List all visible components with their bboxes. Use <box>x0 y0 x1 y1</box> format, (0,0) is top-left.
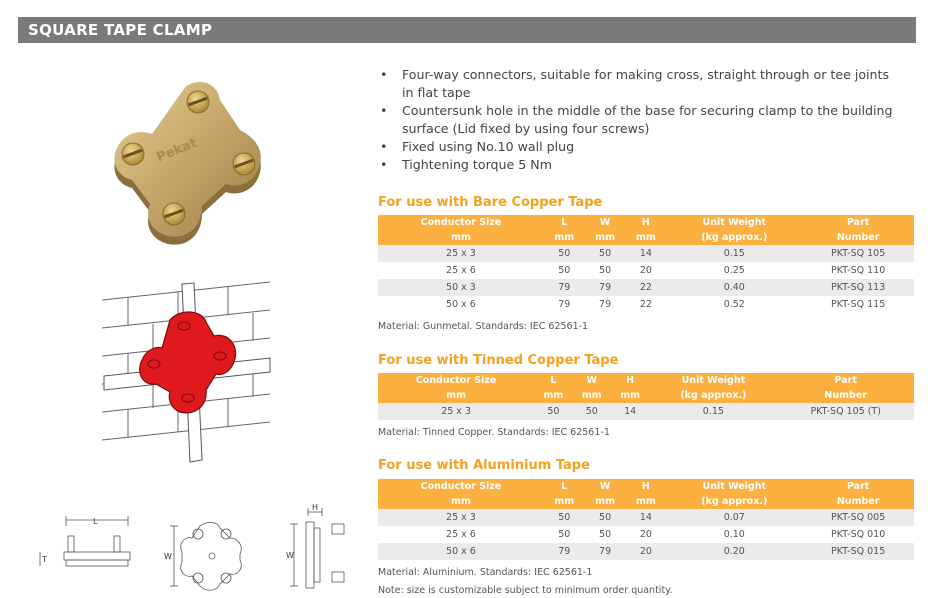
feature-bullet: • Four-way connectors, suitable for making cross, straight through or tee joints in flat tape <box>380 67 890 100</box>
cell-length: 50 <box>534 403 572 420</box>
feature-bullet: • Countersunk hole in the middle of the base for securing clamp to the building surface (Lid fixed by using four screws) <box>380 103 893 136</box>
table-row <box>378 279 914 296</box>
cell-part-number: PKT-SQ 113 <box>802 279 914 296</box>
bullet-icon: • <box>380 139 388 154</box>
cell-part-number: PKT-SQ 015 <box>802 543 914 560</box>
spec-table-bare-copper <box>378 215 914 313</box>
column-header: Part <box>802 215 914 230</box>
column-header: W <box>585 479 626 494</box>
cell-weight: 0.25 <box>666 262 802 279</box>
spec-table-aluminium <box>378 479 914 560</box>
cell-weight: 0.52 <box>666 296 802 313</box>
table-row <box>378 509 914 526</box>
cell-conductor-size: 50 x 6 <box>378 543 544 560</box>
cell-conductor-size: 25 x 6 <box>378 526 544 543</box>
bullet-icon: • <box>380 103 388 118</box>
column-unit: mm <box>625 494 666 509</box>
bullet-icon: • <box>380 157 388 172</box>
column-header: H <box>625 215 666 230</box>
dimension-label-h: H <box>312 503 319 512</box>
column-unit: Number <box>777 388 914 403</box>
table-row <box>378 526 914 543</box>
screw-icon <box>122 143 144 165</box>
column-unit: mm <box>378 388 534 403</box>
column-unit: mm <box>625 230 666 245</box>
cell-weight: 0.15 <box>649 403 777 420</box>
table-row <box>378 296 914 313</box>
cell-part-number: PKT-SQ 105 (T) <box>777 403 914 420</box>
dimension-drawing-side <box>36 512 136 582</box>
cell-length: 50 <box>544 526 585 543</box>
column-unit: Number <box>802 494 914 509</box>
cell-width: 79 <box>585 543 626 560</box>
screw-icon <box>187 91 209 113</box>
material-note-aluminium: Material: Aluminium. Standards: IEC 62561-1 <box>378 567 593 578</box>
column-unit: (kg approx.) <box>649 388 777 403</box>
cell-height: 20 <box>625 262 666 279</box>
footer-note: Note: size is customizable subject to minimum order quantity. <box>378 585 673 596</box>
cell-length: 79 <box>544 279 585 296</box>
cell-height: 14 <box>611 403 649 420</box>
cell-conductor-size: 25 x 3 <box>378 403 534 420</box>
cell-height: 22 <box>625 296 666 313</box>
cell-width: 79 <box>585 296 626 313</box>
header-bar <box>18 17 916 43</box>
dimension-drawing-top <box>160 512 260 592</box>
feature-list <box>378 66 898 174</box>
column-header: Part <box>777 373 914 388</box>
cell-part-number: PKT-SQ 105 <box>802 245 914 262</box>
feature-bullet: • Tightening torque 5 Nm <box>380 157 552 172</box>
cell-width: 79 <box>585 279 626 296</box>
column-unit: (kg approx.) <box>666 230 802 245</box>
table-row <box>378 262 914 279</box>
cell-width: 50 <box>573 403 611 420</box>
brand-engraving: Pekat <box>154 135 200 166</box>
column-header: Conductor Size <box>378 215 544 230</box>
section-title-aluminium: For use with Aluminium Tape <box>378 458 590 473</box>
column-header: Unit Weight <box>666 215 802 230</box>
column-unit: mm <box>378 494 544 509</box>
column-header: W <box>573 373 611 388</box>
cell-width: 50 <box>585 509 626 526</box>
column-unit: mm <box>378 230 544 245</box>
dimension-label-w: W <box>164 552 172 561</box>
material-note-bare-copper: Material: Gunmetal. Standards: IEC 62561-1 <box>378 321 589 332</box>
column-unit: mm <box>573 388 611 403</box>
cell-conductor-size: 25 x 6 <box>378 262 544 279</box>
dimension-label-l: L <box>93 517 98 526</box>
cell-length: 79 <box>544 296 585 313</box>
column-unit: mm <box>611 388 649 403</box>
table-row <box>378 403 914 420</box>
column-header: Conductor Size <box>378 373 534 388</box>
column-header: Unit Weight <box>666 479 802 494</box>
column-header: L <box>544 479 585 494</box>
cell-part-number: PKT-SQ 005 <box>802 509 914 526</box>
column-unit: mm <box>585 494 626 509</box>
cell-height: 20 <box>625 526 666 543</box>
column-header: W <box>585 215 626 230</box>
spec-table-tinned-copper <box>378 373 914 420</box>
cell-width: 50 <box>585 526 626 543</box>
cell-conductor-size: 25 x 3 <box>378 245 544 262</box>
cell-length: 79 <box>544 543 585 560</box>
cell-width: 50 <box>585 245 626 262</box>
section-title-tinned-copper: For use with Tinned Copper Tape <box>378 353 619 368</box>
cell-part-number: PKT-SQ 110 <box>802 262 914 279</box>
column-unit: mm <box>544 230 585 245</box>
dimension-label-t: T <box>42 555 47 564</box>
column-header: L <box>534 373 572 388</box>
dimension-drawing-end <box>282 502 362 592</box>
cell-height: 20 <box>625 543 666 560</box>
cell-weight: 0.07 <box>666 509 802 526</box>
column-header: Unit Weight <box>649 373 777 388</box>
table-row <box>378 245 914 262</box>
column-unit: mm <box>585 230 626 245</box>
installation-illustration <box>98 280 278 465</box>
material-note-tinned-copper: Material: Tinned Copper. Standards: IEC 62561-1 <box>378 427 610 438</box>
cell-part-number: PKT-SQ 010 <box>802 526 914 543</box>
column-header: L <box>544 215 585 230</box>
cell-width: 50 <box>585 262 626 279</box>
cell-length: 50 <box>544 245 585 262</box>
cell-part-number: PKT-SQ 115 <box>802 296 914 313</box>
cell-weight: 0.15 <box>666 245 802 262</box>
dimension-label-w: W <box>286 551 294 560</box>
column-unit: (kg approx.) <box>666 494 802 509</box>
table-row <box>378 543 914 560</box>
cell-weight: 0.20 <box>666 543 802 560</box>
product-photo <box>108 80 278 255</box>
section-title-bare-copper: For use with Bare Copper Tape <box>378 195 603 210</box>
screw-icon <box>233 153 255 175</box>
cell-weight: 0.10 <box>666 526 802 543</box>
column-header: H <box>625 479 666 494</box>
screw-icon <box>163 203 185 225</box>
cell-length: 50 <box>544 509 585 526</box>
column-header: H <box>611 373 649 388</box>
cell-height: 14 <box>625 509 666 526</box>
cell-height: 22 <box>625 279 666 296</box>
column-header: Part <box>802 479 914 494</box>
column-header: Conductor Size <box>378 479 544 494</box>
cell-conductor-size: 50 x 3 <box>378 279 544 296</box>
bullet-icon: • <box>380 67 388 82</box>
column-unit: Number <box>802 230 914 245</box>
page-title: SQUARE TAPE CLAMP <box>28 21 213 39</box>
cell-length: 50 <box>544 262 585 279</box>
column-unit: mm <box>534 388 572 403</box>
cell-conductor-size: 25 x 3 <box>378 509 544 526</box>
cell-conductor-size: 50 x 6 <box>378 296 544 313</box>
cell-weight: 0.40 <box>666 279 802 296</box>
cell-height: 14 <box>625 245 666 262</box>
feature-bullet: • Fixed using No.10 wall plug <box>380 139 575 154</box>
column-unit: mm <box>544 494 585 509</box>
